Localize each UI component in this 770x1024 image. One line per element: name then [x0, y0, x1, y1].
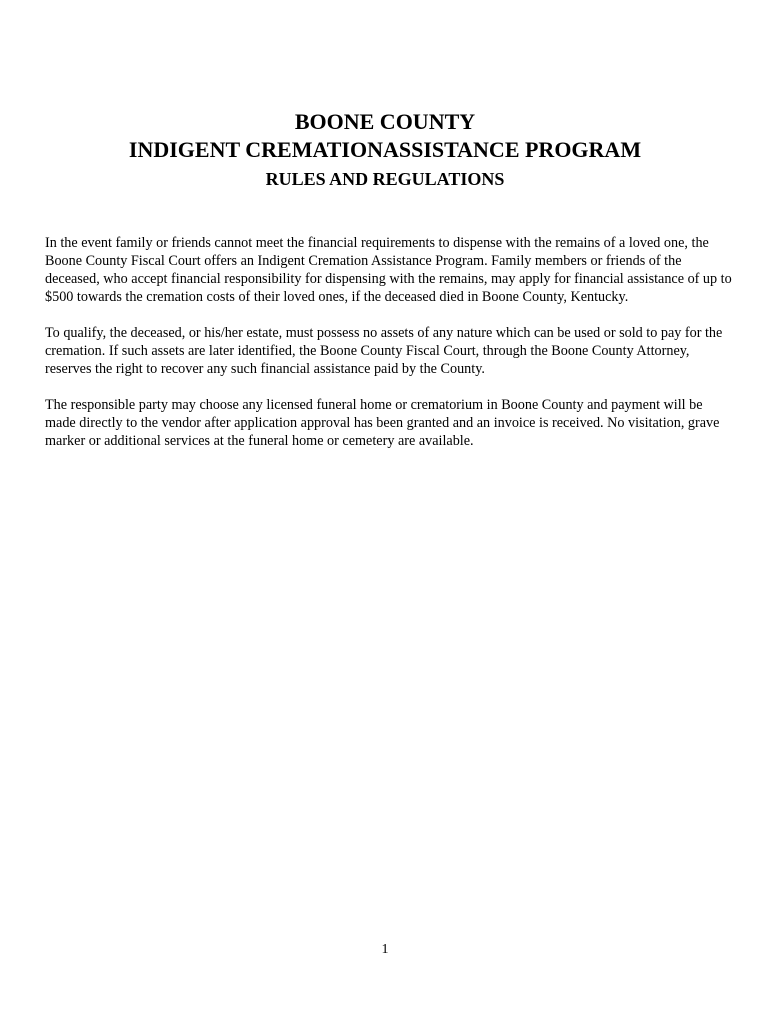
document-body	[45, 234, 735, 468]
document-title	[0, 108, 770, 191]
paragraph-payment: The responsible party may choose any licensed funeral home or crematorium in Boone County and payment will be made directly to the vendor after application approval has been granted and an invoice is received. No visitation, grave marker or additional services at the funeral home or cemetery are available.	[45, 397, 720, 449]
page-number: 1	[381, 942, 389, 957]
paragraph-eligibility: In the event family or friends cannot meet the financial requirements to dispense with the remains of a loved one, the Boone County Fiscal Court offers an Indigent Cremation Assistance Program. Family members or friends of the deceased, who accept financial responsibility for dispensing with the remains, may apply for financial assistance of up to $500 towards the cremation costs of their loved ones, if the deceased died in Boone County, Kentucky.	[45, 235, 732, 305]
title-county: BOONE COUNTY	[294, 109, 476, 134]
paragraph-qualification: To qualify, the deceased, or his/her estate, must possess no assets of any nature which can be used or sold to pay for the cremation. If such assets are later identified, the Boone County Fiscal Court, through the Boone County Attorney, reserves the right to recover any such financial assistance paid by the County.	[45, 325, 723, 377]
title-program: INDIGENT CREMATIONASSISTANCE PROGRAM	[128, 137, 642, 162]
title-rules: RULES AND REGULATIONS	[265, 169, 505, 189]
